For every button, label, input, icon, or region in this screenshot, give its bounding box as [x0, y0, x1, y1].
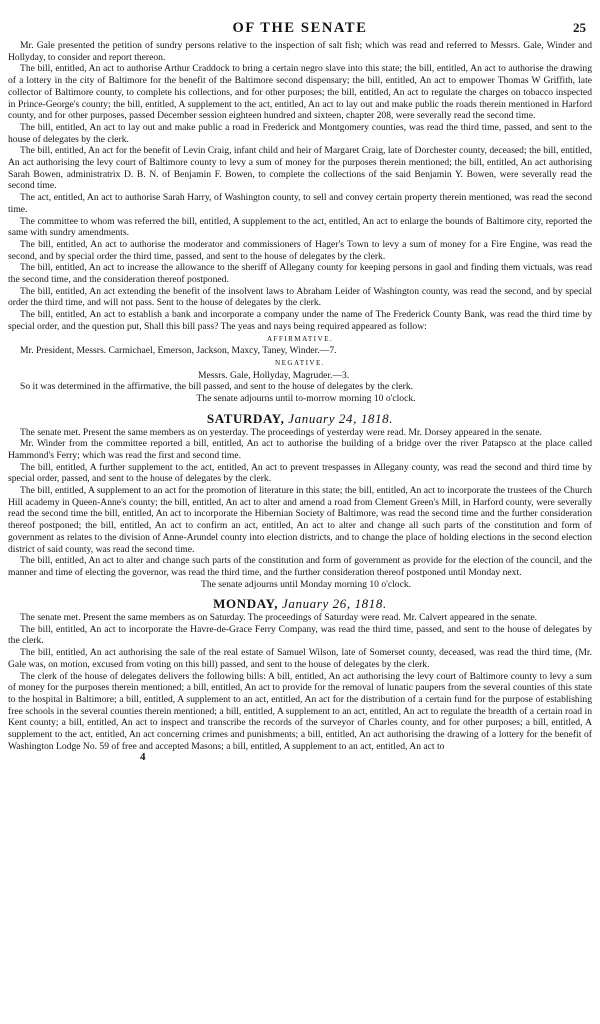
- paragraph: The bill, entitled, A supplement to an act for the promotion of literature in this state; the bill, entitled, An act to incorporate the trustees of the Church Hill academy in Queen-Anne's county; the bill, entitled, An act to alter and amend a road from Clement Green's Mill, in Harford county, were severally read the second time the bill, entitled, An act to incorporate the Hibernian Society of Baltimore, was read the second time and the further consideration thereof postponed; the bill, entitled, An act to confirm an act, entitled, An act to alter and change all such parts of the constitution and form of government as relates to the division of Anne-Arundel county into election districts, and to change the place of holding elections in the second election district of said county, was read the second time.: [8, 485, 592, 555]
- paragraph: The bill, entitled, An act extending the benefit of the insolvent laws to Abraham Leider of Washington county, was read the second, and by special order the third time, and will not pass. Sent to the house of delegates by the clerk.: [8, 285, 592, 309]
- paragraph: The bill, entitled, An act to authorise Arthur Craddock to bring a certain negro slave into this state; the bill, entitled, An act to authorise the drawing of a lottery in the city of Baltimore for the benefit of the Baltimore second dispensary; the bill, entitled, An act to empower Thomas W Griffith, late collector of Baltimore county, to complete his collections, and for other purposes; the bill, entitled, An act to regulate the charges on tobacco inspected in Prince-George's county; the bill, entitled, A supplement to the act, entitled, An act to lay out and make public the roads therein mentioned in Harford county, and for other purposes, passed December session eighteen hundred and sixteen, chapter 208, were severally read the second time.: [8, 63, 592, 122]
- paragraph: The bill, entitled, An act for the benefit of Levin Craig, infant child and heir of Margaret Craig, late of Dorchester county, deceased; the bill, entitled, An act authorising the levy court of Baltimore county to levy a sum of money for the purposes therein mentioned; the bill, entitled, An act authorising Sarah Bowen, administratrix D. B. N. of Benjamin F. Bowen, to complete the collections of the said Benjamin Y. Bowen, were severally read the second time.: [8, 145, 592, 192]
- adjourn-line: The senate adjourns until Monday morning 10 o'clock.: [200, 578, 412, 590]
- paragraph: The senate met. Present the same members as on Saturday. The proceedings of Saturday were read. Mr. Calvert appeared in the senate.: [20, 612, 538, 624]
- adjourn-line: The senate adjourns until to-morrow morning 10 o'clock.: [196, 393, 416, 405]
- paragraph: So it was determined in the affirmative, the bill passed, and sent to the house of delegates by the clerk.: [20, 381, 414, 393]
- heading-date: January 24, 1818.: [288, 410, 394, 426]
- paragraph: The act, entitled, An act to authorise Sarah Harry, of Washington county, to sell and convey certain property therein mentioned, was read the second time.: [8, 192, 592, 215]
- paragraph: The bill, entitled, An act to authorise the moderator and commissioners of Hager's Town to levy a sum of money for a Fire Engine, was read the second, and by special order the third time, passed, and sent to the house of delegates by the clerk.: [8, 238, 592, 262]
- heading-day: MONDAY,: [213, 596, 279, 612]
- paragraph: Mr. Winder from the committee reported a bill, entitled, An act to authorise the building of a bridge over the river Patapsco at the place called Hammond's Ferry; which was read the first and second time.: [8, 438, 592, 461]
- paragraph: The bill, entitled, An act authorising the sale of the real estate of Samuel Wilson, late of Somerset county, deceased, was read the third time, (Mr. Gale was, on motion, excused from voting on this bill) passed, and sent to the house of delegates by the clerk.: [8, 647, 592, 670]
- page-header: [8, 14, 592, 40]
- heading-date: January 26, 1818.: [282, 596, 387, 612]
- paragraph: The bill, entitled, An act to establish a bank and incorporate a company under the name of The Frederick County Bank, was read the third time by special order, and the question put, Shall this bill pass? The yeas and nays being required appeared as follow:: [8, 309, 592, 332]
- paragraph: The bill, entitled, An act to incorporate the Havre-de-Grace Ferry Company, was read the third time, passed, and sent to the house of delegates by the clerk.: [8, 623, 592, 647]
- paragraph: The bill, entitled, An act to increase the allowance to the sheriff of Allegany county for keeping persons in gaol and finding them victuals, was read the second time, and the consideration thereof postponed.: [8, 262, 592, 286]
- day-heading-saturday: [8, 410, 592, 426]
- paragraph: Mr. Gale presented the petition of sundry persons relative to the inspection of salt fish; which was read and referred to Messrs. Gale, Winder and Hollyday, to consider and report thereon.: [8, 40, 592, 63]
- negative-label: NEGATIVE.: [275, 358, 325, 367]
- affirmative-label: AFFIRMATIVE.: [266, 334, 334, 343]
- paragraph: The senate met. Present the same members as on yesterday. The proceedings of yesterday were read. Mr. Dorsey appeared in the senate.: [20, 426, 542, 438]
- signature-mark: 4: [140, 751, 146, 764]
- journal-text: [8, 40, 592, 764]
- day-heading-monday: [8, 598, 592, 610]
- paragraph: The bill, entitled, A further supplement to the act, entitled, An act to prevent trespasses in Allegany county, was read the second and third time by special order, passed, and sent to the house of delegates by the clerk.: [8, 461, 592, 485]
- heading-day: SATURDAY,: [206, 410, 285, 426]
- paragraph: The bill, entitled, An act to alter and change such parts of the constitution and form of government as provide for the election of the council, and the manner and time of electing the governor, was read the third time, and the further consideration thereof postponed until Monday next.: [8, 555, 592, 578]
- paragraph: The bill, entitled, An act to lay out and make public a road in Frederick and Montgomery counties, was read the third time, passed, and sent to the house of delegates by the clerk.: [8, 121, 592, 145]
- negative-names: Messrs. Gale, Hollyday, Magruder.—3.: [198, 369, 350, 381]
- running-title: OF THE SENATE: [232, 20, 368, 36]
- paragraph: The committee to whom was referred the bill, entitled, A supplement to the act, entitled, An act to enlarge the bounds of Baltimore city, reported the same with sundry amendments.: [8, 215, 592, 239]
- affirmative-names: Mr. President, Messrs. Carmichael, Emerson, Jackson, Maxcy, Taney, Winder.—7.: [20, 345, 337, 357]
- page-number: 25: [573, 20, 586, 35]
- paragraph: The clerk of the house of delegates delivers the following bills: A bill, entitled, An act authorising the levy court of Baltimore county to levy a sum of money for the purposes therein mentioned; a bill, entitled, An act to provide for the removal of lunatic paupers from the several counties of this state to the hospital in Baltimore; a bill, entitled, A supplement to an act, entitled, An act for the distribution of a certain fund for the purpose of establishing free schools in the several counties therein mentioned; a bill, entitled, A supplement to an act, entitled, An act to regulate the breadth of a certain road in Kent county; a bill, entitled, An act to inspect and transcribe the records of the surveyor of Charles county, and for other purposes; a bill, entitled, A supplement to the act, entitled, An act concerning crimes and punishments; a bill, entitled, An act authorising the drawing of a lottery for the benefit of Washington Lodge No. 59 of free and accepted Masons; a bill, entitled, A supplement to an act, entitled, An act to: [8, 670, 592, 752]
